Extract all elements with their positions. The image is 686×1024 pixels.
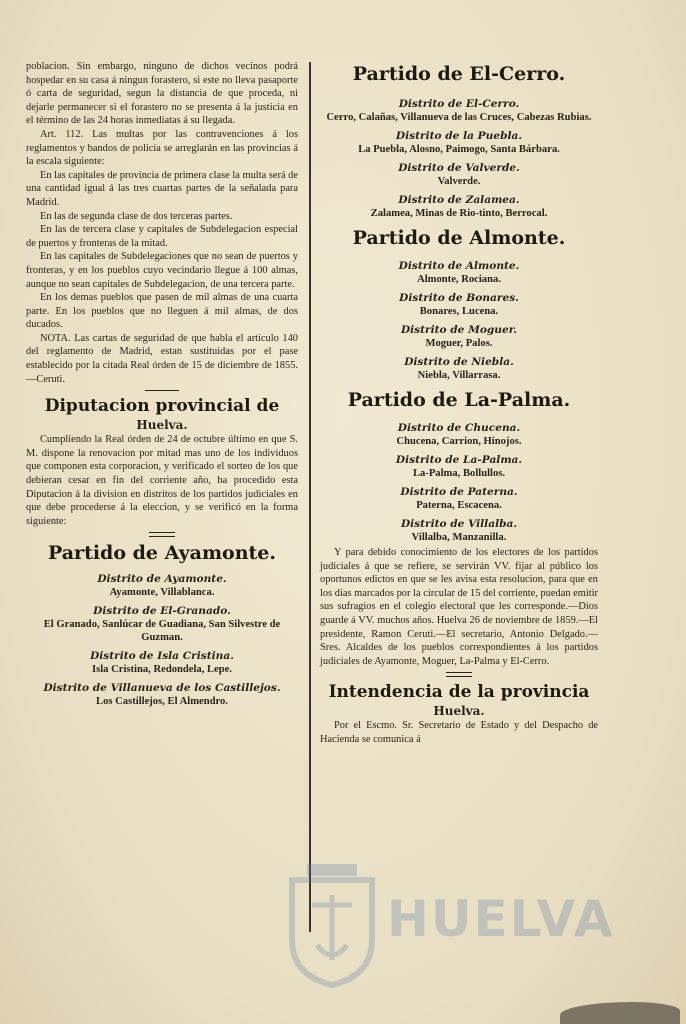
district-towns: Niebla, Villarrasa. [417,370,501,381]
district-name: Distrito de Ayamonte. [97,573,227,586]
district-name: Distrito de Zalamea. [398,194,520,206]
district-name: Distrito de El-Granado. [93,605,231,618]
nota-paragraph: NOTA. Las cartas de seguridad de que habla el artículo 140 del reglamento de Madrid, estan sustituidas por el pase establecido por la citada Real órden de 15 de diciembre de 1855.—Ceruti. [26,332,298,385]
paragraph: poblacion. Sin embargo, ninguno de dichos vecinos podrá hospedar en su casa á ningun forastero, si este no lleva pasaporte ó carta de seguridad, segun la distancia de que proceda, ni dejarle permanecer si el forastero no se presenta á la justicia en el término de las 24 horas inmediatas á su llegada. [26,61,298,127]
section-rule [149,532,175,537]
intendencia-subtitle: Huelva. [433,704,485,719]
partido-cerro-title: Partido de El-Cerro. [352,63,566,85]
palma-districts [320,422,598,544]
page-tear [560,1002,680,1024]
paragraph: En las capitales de Subdelegaciones que no sean de puertos y fronteras, y en los pueblos cuyo vecindario llegue á 100 almas, aunque no sean capitales de Subdelegacion, de una tercera parte. [26,251,298,290]
coat-of-arms-icon [282,860,382,990]
district-towns: El Granado, Sanlúcar de Guadiana, San Silvestre de Guzman. [43,619,281,644]
district-towns: Ayamonte, Villablanca. [109,587,215,599]
district-name: Distrito de Chucena. [397,422,521,434]
archive-watermark [282,860,615,1000]
ayamonte-districts [26,573,298,708]
partido-almonte-title: Partido de Almonte. [352,227,566,249]
paragraph: En las de tercera clase y capitales de Subdelegacion especial de puertos y fronteras de la mitad. [26,224,298,249]
district-name: Distrito de Almonte. [398,260,520,272]
almonte-districts [320,260,598,382]
district-towns: Almonte, Rociana. [417,274,501,285]
district-name: Distrito de Niebla. [404,356,514,368]
partido-palma-title: Partido de La-Palma. [347,389,571,411]
district-towns: La-Palma, Bollullos. [412,468,506,479]
paragraph: En las capitales de provincia de primera clase la multa será de una cantidad igual á las tres cuartas partes de la señalada para Madrid. [26,169,298,208]
district-name: Distrito de El-Cerro. [398,98,520,110]
paragraph: En los demas pueblos que pasen de mil almas de una cuarta parte. En los pueblos que no lleguen á mil almas, de dos ducados. [26,292,298,331]
district-towns: Isla Cristina, Redondela, Lepe. [91,664,233,676]
district-name: Distrito de Bonares. [399,292,519,304]
section-rule [145,390,179,391]
watermark-text: HUELVA [387,890,615,948]
district-towns: Bonares, Lucena. [419,306,499,317]
left-column [26,60,298,714]
district-name: Distrito de Villalba. [400,518,518,530]
district-towns: Chucena, Carrion, Hinojos. [396,436,522,447]
paragraph: Cumpliendo la Real órden de 24 de octubre último en que S. M. dispone la renovacion por mitad mas uno de los individuos que componen esta corporacion, y verificado el sorteo de los que debieran cesar en fin del corriente año, ha procedido esta Diputacion á la division en distritos de los partidos judiciales en que debe procederse á la eleccion, y se verificó en la forma siguiente: [26,434,298,527]
district-towns: Los Castillejos, El Almendro. [96,696,228,708]
district-towns: Moguer, Palos. [425,338,493,349]
district-towns: Paterna, Escacena. [416,500,502,511]
district-towns: Cerro, Calañas, Villanueva de las Cruces, Cabezas Rubias. [326,112,592,123]
partido-ayamonte-title: Partido de Ayamonte. [47,542,277,565]
diputacion-subtitle: Huelva. [136,418,188,433]
paragraph: Por el Escmo. Sr. Secretario de Estado y del Despacho de Hacienda se comunica á [320,720,598,745]
district-towns: La Puebla, Alosno, Paimogo, Santa Bárbara. [358,144,560,155]
district-name: Distrito de Villanueva de los Castillejos. [43,682,281,695]
district-name: Distrito de Isla Cristina. [90,650,234,663]
district-name: Distrito de Valverde. [398,162,520,174]
intendencia-title: Intendencia de la provincia [328,682,590,703]
district-name: Distrito de Paterna. [400,486,518,498]
paragraph: En las de segunda clase de dos terceras partes. [40,210,233,222]
paragraph: Art. 112. Las multas por las contravenciones á los reglamentos y bandos de policía se arreglarán en las provincias á la escala siguiente: [26,128,298,168]
district-towns: Zalamea, Minas de Rio-tinto, Berrocal. [370,208,548,219]
district-towns: Valverde. [437,176,481,187]
district-towns: Villalba, Manzanilla. [411,532,507,543]
district-name: Distrito de Moguer. [400,324,518,336]
section-rule [446,672,472,677]
diputacion-title: Diputacion provincial de [44,396,280,417]
column-divider [309,62,311,932]
right-column [320,60,598,747]
paragraph: Y para debido conocimiento de los electores de los partidos judiciales á que se refiere, se servirán VV. fijar al público los oportunos edictos en que se les avisa esta resolucion, para que en los dias marcados por la circular de 15 del corriente, puedan emitir sus sufragios en el colegio electoral que les corresponde.—Dios guarde á VV. muchos años. Huelva 26 de noviembre de 1859.—El presidente, Ramon Ceruti.—El secretario, Antonio Delgado.—Sres. Alcaldes de los pueblos correspondientes á los partidos judiciales de Ayamonte, Moguer, La-Palma y El-Cerro. [320,547,598,667]
cerro-districts [320,98,598,220]
district-name: Distrito de la Puebla. [395,130,523,142]
district-name: Distrito de La-Palma. [395,454,523,466]
